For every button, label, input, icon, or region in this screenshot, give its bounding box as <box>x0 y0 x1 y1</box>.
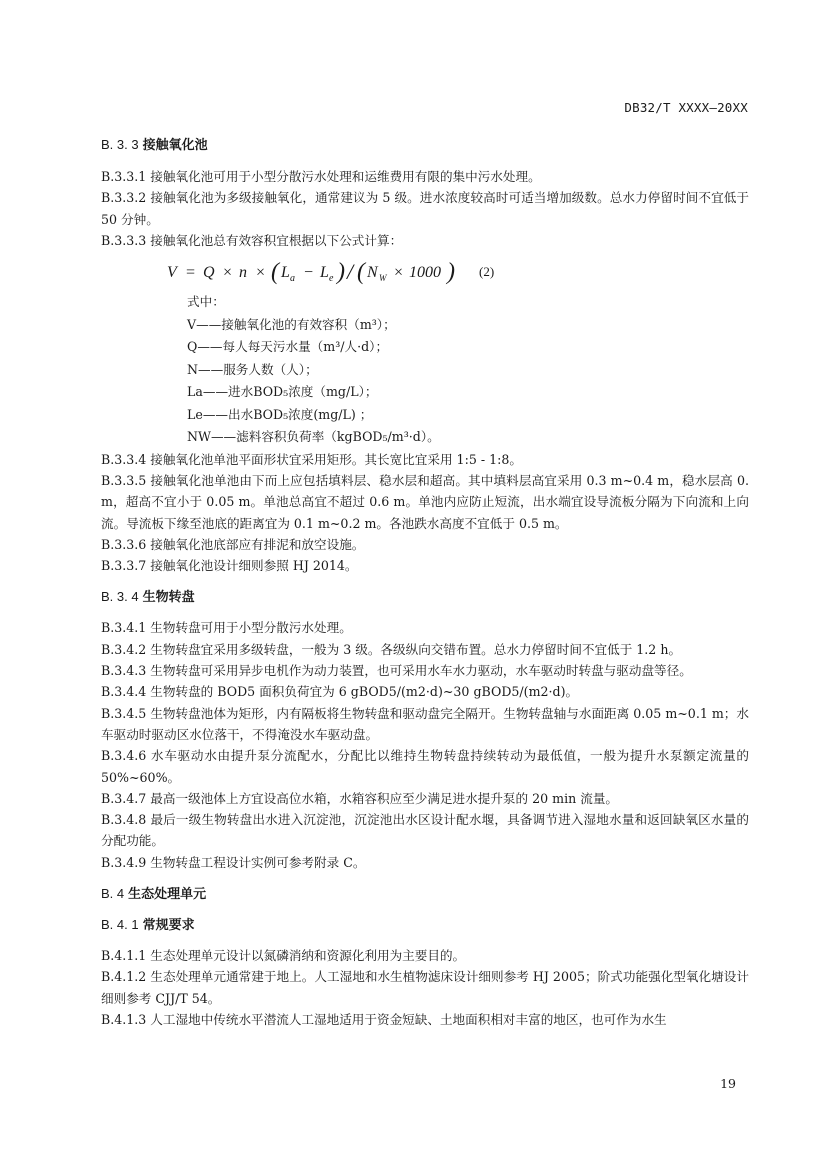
svg-text:L: L <box>320 264 329 282</box>
variable-definition: V——接触氧化池的有效容积（m³）； <box>187 316 396 332</box>
section-title: 生物转盘 <box>142 589 195 605</box>
svg-text:): ) <box>337 259 345 286</box>
svg-text:L: L <box>281 264 290 282</box>
section-title: 常规要求 <box>142 917 195 933</box>
svg-text:×: × <box>255 264 266 282</box>
variable-definition: La——进水BOD₅浓度（mg/L）； <box>187 384 378 400</box>
clause-b347: B.3.4.7 最高一级池体上方宜设高位水箱，水箱容积应至少满足进水提升泵的 20 min 流量。 <box>101 790 619 806</box>
section-number: B. 3. 3 <box>101 137 139 152</box>
svg-text:1000: 1000 <box>409 264 441 282</box>
document-code-header: DB32/T XXXX—20XX <box>624 100 748 115</box>
clause-b411: B.4.1.1 生态处理单元设计以氮磷消纳和资源化利用为主要目的。 <box>101 948 466 964</box>
svg-text:): ) <box>447 259 455 286</box>
clause-b412: B.4.1.2 生态处理单元通常建于地上。人工湿地和水生植物滤床设计细则参考 HJ 2005；阶式功能强化型氧化塘设计细则参考 CJJ/T 54。 <box>101 969 749 1006</box>
section-title: 接触氧化池 <box>142 137 208 152</box>
clause-b336: B.3.3.6 接触氧化池底部应有排泥和放空设施。 <box>101 536 365 552</box>
svg-text:W: W <box>379 273 387 284</box>
volume-formula <box>167 257 457 287</box>
formula-2 <box>167 257 749 287</box>
clause-b346: B.3.4.6 水车驱动水由提升泵分流配水，分配比以维持生物转盘持续转动为最低值，一般为提升水泵额定流量的 50%~60%。 <box>101 748 749 785</box>
clause-b332: B.3.3.2 接触氧化池为多级接触氧化，通常建议为 5 级。进水浓度较高时可适当增加级数。总水力停留时间不宜低于 50 分钟。 <box>101 190 749 227</box>
section-title: 生态处理单元 <box>128 886 207 902</box>
page-number: 19 <box>720 1076 736 1091</box>
section-number: B. 4 <box>101 886 125 902</box>
clause-b342: B.3.4.2 生物转盘宜采用多级转盘，一般为 3 级。各级纵向交错布置。总水力停留时间不宜低于 1.2 h。 <box>101 641 682 657</box>
clause-b331: B.3.3.1 接触氧化池可用于小型分散污水处理和运维费用有限的集中污水处理。 <box>101 169 541 184</box>
clause-b344: B.3.4.4 生物转盘的 BOD5 面积负荷宜为 6 gBOD5/(m2·d)~30 gBOD5/(m2·d)。 <box>101 684 579 700</box>
clause-b341: B.3.4.1 生物转盘可用于小型分散污水处理。 <box>101 620 352 636</box>
variable-definition: Le——出水BOD₅浓度(mg/L) ； <box>187 406 373 422</box>
clause-b337: B.3.3.7 接触氧化池设计细则参照 HJ 2014。 <box>101 558 358 574</box>
page-content <box>101 134 749 1030</box>
svg-text:N: N <box>367 264 378 282</box>
clause-b333: B.3.3.3 接触氧化池总有效容积宜根据以下公式计算： <box>101 232 403 248</box>
svg-text:=: = <box>185 264 196 282</box>
section-heading-b34 <box>101 586 749 608</box>
section-heading-b33 <box>101 134 749 156</box>
clause-b343: B.3.4.3 生物转盘可采用异步电机作为动力装置，也可采用水车水力驱动，水车驱动时转盘与驱动盘等径。 <box>101 663 692 679</box>
svg-text:Q: Q <box>203 264 215 282</box>
svg-text:(: ( <box>271 259 279 286</box>
clause-b348: B.3.4.8 最后一级生物转盘出水进入沉淀池，沉淀池出水区设计配水堰，具备调节进入湿地水量和返回缺氧区水量的分配功能。 <box>101 812 749 849</box>
where-intro: 式中： <box>187 294 225 310</box>
section-heading-b4 <box>101 883 749 905</box>
svg-text:V: V <box>167 264 177 282</box>
clause-b345: B.3.4.5 生物转盘池体为矩形，内有隔板将生物转盘和驱动盘完全隔开。生物转盘轴与水面距离 0.05 m~0.1 m；水车驱动时驱动区水位落干，不得淹没水车驱动盘。 <box>101 705 749 742</box>
svg-text:a: a <box>290 273 295 285</box>
svg-text:×: × <box>393 264 404 282</box>
variable-definition: Q——每人每天污水量（m³/人·d）； <box>187 339 389 355</box>
formula-number: (2) <box>479 264 495 280</box>
variable-definition: NW——滤料容积负荷率（kgBOD₅/m³·d）。 <box>187 429 440 445</box>
svg-text:−: − <box>303 264 314 282</box>
clause-b413: B.4.1.3 人工湿地中传统水平潜流人工湿地适用于资金短缺、土地面积相对丰富的地区，也可作为水生 <box>101 1011 667 1027</box>
svg-text:e: e <box>329 273 334 285</box>
formula-variables <box>187 291 749 449</box>
clause-b334: B.3.3.4 接触氧化池单池平面形状宜采用矩形。其长宽比宜采用 1:5 - 1:8。 <box>101 451 522 467</box>
variable-definition: N——服务人数（人）； <box>187 361 318 377</box>
clause-b335: B.3.3.5 接触氧化池单池由下而上应包括填料层、稳水层和超高。其中填料层高宜采用 0.3 m~0.4 m，稳水层高 0. m，超高不宜小于 0.05 m。单池总高宜不超过 0.6 m。单池内应防止短流，出水端宜设导流板分隔为下向流和上向流。导流板下缘至池底的距离宜为 0.1 m~0.2 m。各池跌水高度不宜低于 0.5 m。 <box>101 472 749 531</box>
section-number: B. 4. 1 <box>101 917 139 933</box>
clause-b349: B.3.4.9 生物转盘工程设计实例可参考附录 C。 <box>101 854 366 870</box>
svg-text:n: n <box>239 264 247 282</box>
section-number: B. 3. 4 <box>101 589 139 605</box>
svg-text:(: ( <box>357 259 365 286</box>
section-heading-b41 <box>101 914 749 936</box>
svg-text:×: × <box>222 264 233 282</box>
svg-text:/: / <box>347 259 354 285</box>
